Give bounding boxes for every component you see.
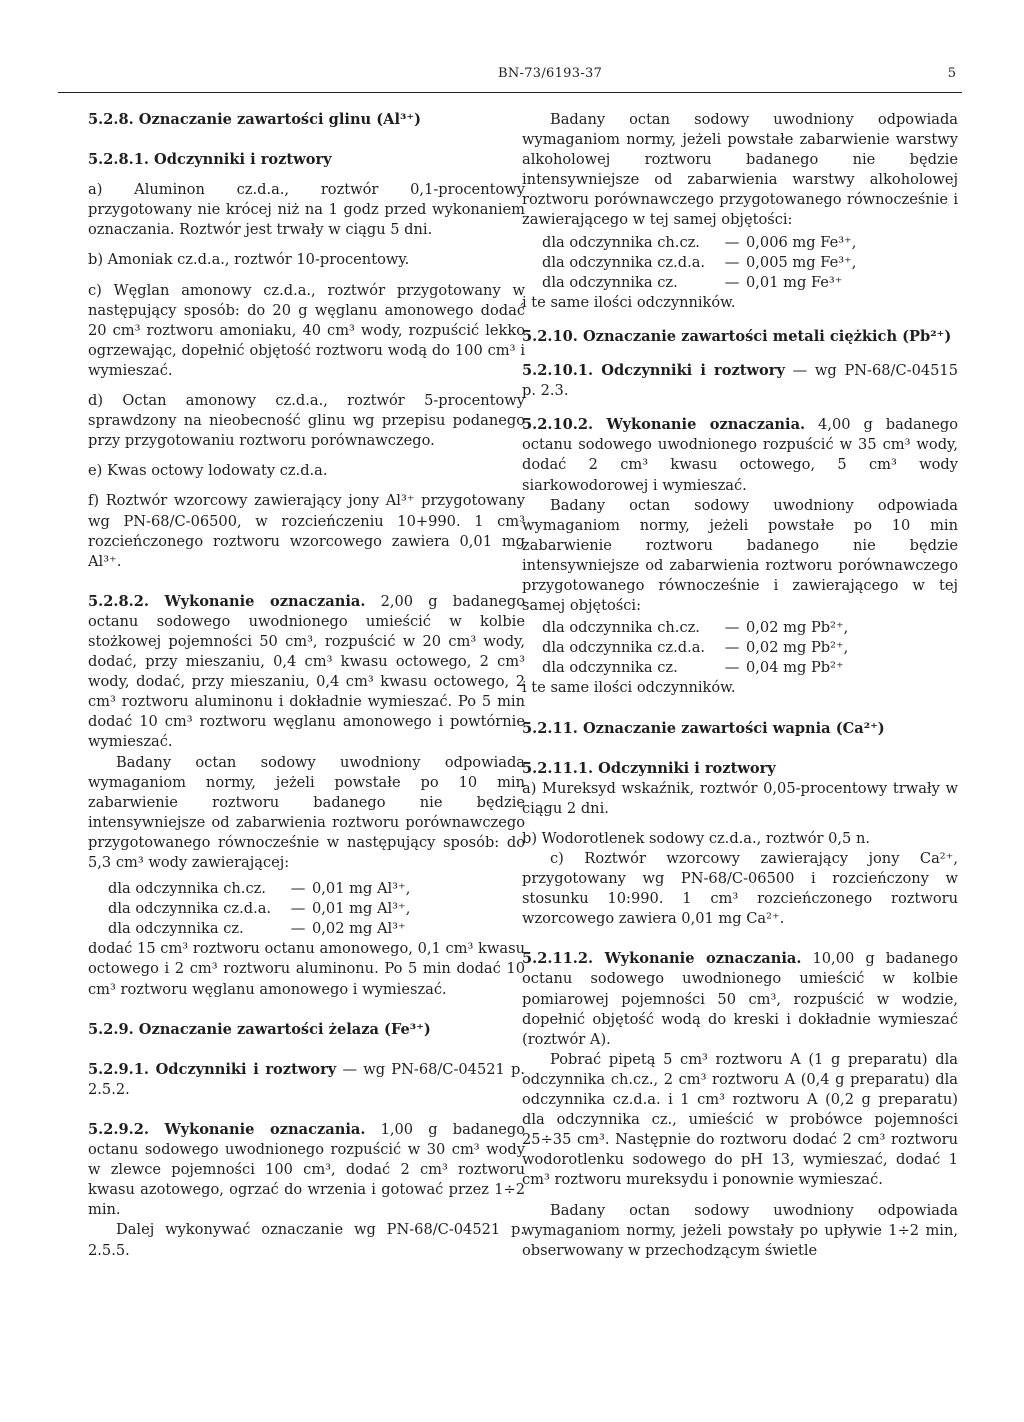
subsection-5-2-11-2 [522,949,958,1049]
dash: — [724,233,740,251]
dash: — [724,639,740,657]
limit-row [522,658,958,678]
reagent-grade: dla odczynnika ch.cz. [542,619,700,637]
reagent-a: a) Aluminon cz.d.a., roztwór 0,1-procentowy przygotowany nie krócej niż na 1 godz przed wykonaniem oznaczania. Roztwór jest trwały w ciągu 5 dni. [88,181,525,239]
subsection-5-2-10-1 [522,361,958,401]
limit-value: 0,01 mg Al³⁺, [312,900,411,918]
subsection-text: — wg PN-68/C-04521 p. 2.5.2. [88,1060,525,1098]
reagent-grade: dla odczynnika cz.d.a. [108,900,272,918]
limit-value: 0,02 mg Al³⁺ [312,920,406,938]
subsection-5-2-9-1 [88,1060,525,1100]
procedure-text: 2,00 g badanego octanu sodowego uwodnionego umieścić w kolbie stożkowej pojemności 50 cm³, rozpuścić w 20 cm³ wody, dodać, przy mieszaniu, 0,4 cm³ kwasu octowego, 2 cm³ wody, dodać, przy mieszaniu, 0,4 cm³ kwasu octowego, 2 cm³ roztworu aluminonu i dokładnie wymieszać. Po 5 min dodać 10 cm³ roztworu węglanu amonowego i powtórnie wymieszać. [88,592,525,751]
subsection-text: 1,00 g badanego octanu sodowego uwodnionego rozpuścić w 30 cm³ wody w zlewce pojemności 100 cm³, dodać 2 cm³ roztworu kwasu azotowego, ogrzać do wrzenia i gotować przez 1÷2 min. [88,1120,525,1219]
subsection-heading: 5.2.9.1. Odczynniki i roztwory [88,1060,337,1078]
right-column [522,110,958,1261]
requirement-paragraph-fe: Badany octan sodowy uwodniony odpowiada wymaganiom normy, jeżeli powstałe zabarwienie warstwy alkoholowej roztworu badanego nie będzie intensywniejsze od zabarwienia warstwy alkoholowej roztworu porównawczego przygotowanego równocześnie i zawierającego w tej samej objętości: [522,111,958,229]
reagent-grade: dla odczynnika ch.cz. [542,233,700,251]
limit-row [88,879,525,899]
dash: — [290,900,306,918]
subsection-heading: 5.2.9.2. Wykonanie oznaczania. [88,1120,366,1138]
subsection-heading: 5.2.10.2. Wykonanie oznaczania. [522,416,806,434]
limit-table-fe [522,233,958,293]
same-reagents: i te same ilości odczynników. [522,679,736,697]
section-heading-5-2-11: 5.2.11. Oznaczanie zawartości wapnia (Ca²⁺) [522,719,885,737]
procedure-heading: 5.2.8.2. Wykonanie oznaczania. [88,592,366,610]
limit-value: 0,006 mg Fe³⁺, [746,233,857,251]
reagent-f: f) Roztwór wzorcowy zawierający jony Al³⁺ przygotowany wg PN-68/C-06500, w rozcieńczeniu 10+990. 1 cm³ rozcieńczonego roztworu wzorcowego zawiera 0,01 mg Al³⁺. [88,492,525,570]
reagent-b: b) Wodorotlenek sodowy cz.d.a., roztwór 0,5 n. [522,829,871,847]
limit-row [522,618,958,638]
document-code: BN-73/6193-37 [498,66,603,81]
subsection-5-2-9-2 [88,1120,525,1220]
limit-row [522,638,958,658]
subsection-heading: 5.2.10.1. Odczynniki i roztwory [522,362,785,380]
reagent-e: e) Kwas octowy lodowaty cz.d.a. [88,462,328,480]
dash: — [290,880,306,898]
reagent-grade: dla odczynnika ch.cz. [108,880,266,898]
section-heading-5-2-8: 5.2.8. Oznaczanie zawartości glinu (Al³⁺) [88,111,422,128]
reagent-b: b) Amoniak cz.d.a., roztwór 10-procentowy. [88,251,410,269]
reagent-c: c) Roztwór wzorcowy zawierający jony Ca²⁺, przygotowany wg PN-68/C-06500 i rozcieńczony w stosunku 10:990. 1 cm³ rozcieńczonego roztworu wzorcowego zawiera 0,01 mg Ca²⁺. [522,850,958,928]
subsection-heading-5-2-8-1: 5.2.8.1. Odczynniki i roztwory [88,151,332,169]
dash: — [724,253,740,271]
subsection-text: 4,00 g badanego octanu sodowego uwodnionego rozpuścić w 35 cm³ wody, dodać 2 cm³ kwasu octowego, 5 cm³ wody siarkowodorowej i wymieszać. [522,416,958,494]
limit-row [88,899,525,919]
section-heading-5-2-9: 5.2.9. Oznaczanie zawartości żelaza (Fe³⁺) [88,1020,431,1038]
requirement-paragraph-ca: Badany octan sodowy uwodniony odpowiada wymaganiom normy, jeżeli powstały po upływie 1÷2 min, obserwowany w przechodzącym świetle [522,1201,958,1259]
reagent-grade: dla odczynnika cz.d.a. [542,253,706,271]
limit-value: 0,005 mg Fe³⁺, [746,253,857,271]
subsection-text: — wg PN-68/C-04515 p. 2.3. [522,362,958,400]
limit-row [522,273,958,293]
same-reagents: i te same ilości odczynników. [522,293,736,311]
requirement-paragraph-pb: Badany octan sodowy uwodniony odpowiada wymaganiom normy, jeżeli powstałe po 10 min zabarwienie roztworu badanego nie będzie intensywniejsze od zabarwienia roztworu porównawczego przygotowanego równocześnie i zawierającego w tej samej objętości: [522,496,958,615]
dash: — [724,273,740,291]
limit-value: 0,02 mg Pb²⁺, [746,619,849,637]
limit-row [522,233,958,253]
reagent-d: d) Octan amonowy cz.d.a., roztwór 5-procentowy sprawdzony na nieobecność glinu wg przepisu podanego przy przygotowaniu roztworu porównawczego. [88,392,525,450]
further-paragraph: Dalej wykonywać oznaczanie wg PN-68/C-04521 p. 2.5.5. [88,1221,525,1259]
page-header [58,62,962,93]
addition-paragraph: dodać 15 cm³ roztworu octanu amonowego, 0,1 cm³ kwasu octowego i 2 cm³ roztworu aluminonu. Po 5 min dodać 10 cm³ roztworu węglanu amonowego i wymieszać. [88,940,525,998]
limit-table-pb [522,618,958,678]
limit-value: 0,02 mg Pb²⁺, [746,639,849,657]
page-number: 5 [947,66,956,81]
reagent-a: a) Mureksyd wskaźnik, roztwór 0,05-procentowy trwały w ciągu 2 dni. [522,779,958,817]
reagent-grade: dla odczynnika cz. [108,920,244,938]
procedure-5-2-8-2 [88,592,525,753]
dash: — [290,920,306,938]
limit-value: 0,04 mg Pb²⁺ [746,659,844,677]
reagent-grade: dla odczynnika cz.d.a. [542,639,706,657]
pipette-paragraph: Pobrać pipetą 5 cm³ roztworu A (1 g preparatu) dla odczynnika ch.cz., 2 cm³ roztworu A (0,4 g preparatu) dla odczynnika cz.d.a. i 1 cm³ roztworu A (0,2 g preparatu) dla odczynnika cz., umieścić w probówce pojemności 25÷35 cm³. Następnie do roztworu dodać 2 cm³ roztworu wodorotlenku sodowego do pH 13, wymieszać, dodać 1 cm³ roztworu mureksydu i ponownie wymieszać. [522,1050,958,1189]
requirement-paragraph: Badany octan sodowy uwodniony odpowiada wymaganiom normy, jeżeli powstałe po 10 min zabarwienie roztworu badanego nie będzie intensywniejsze od zabarwienia roztworu porównawczego przygotowanego równocześnie w następujący sposób: do 5,3 cm³ wody zawierającej: [88,753,525,871]
limit-value: 0,01 mg Al³⁺, [312,880,411,898]
subsection-heading: 5.2.11.2. Wykonanie oznaczania. [522,950,802,968]
dash: — [724,659,740,677]
limit-table-al [88,879,525,939]
left-column [88,110,525,1261]
limit-row [88,919,525,939]
subsection-heading-5-2-11-1: 5.2.11.1. Odczynniki i roztwory [522,759,776,777]
subsection-text: 10,00 g badanego octanu sodowego uwodnionego umieścić w kolbie pomiarowej pojemności 50 cm³, rozpuścić w wodzie, dopełnić objętość wodą do kreski i dokładnie wymieszać (roztwór A). [522,950,958,1048]
reagent-c: c) Węglan amonowy cz.d.a., roztwór przygotowany w następujący sposób: do 20 g węglanu amonowego dodać 20 cm³ roztworu amoniaku, 40 cm³ wody, rozpuścić lekko ogrzewając, dopełnić objętość roztworu wodą do 100 cm³ i wymieszać. [88,281,525,379]
section-heading-5-2-10: 5.2.10. Oznaczanie zawartości metali ciężkich (Pb²⁺) [522,327,952,345]
subsection-5-2-10-2 [522,415,958,495]
limit-value: 0,01 mg Fe³⁺ [746,273,843,291]
reagent-grade: dla odczynnika cz. [542,659,678,677]
dash: — [724,619,740,637]
reagent-grade: dla odczynnika cz. [542,273,678,291]
limit-row [522,253,958,273]
